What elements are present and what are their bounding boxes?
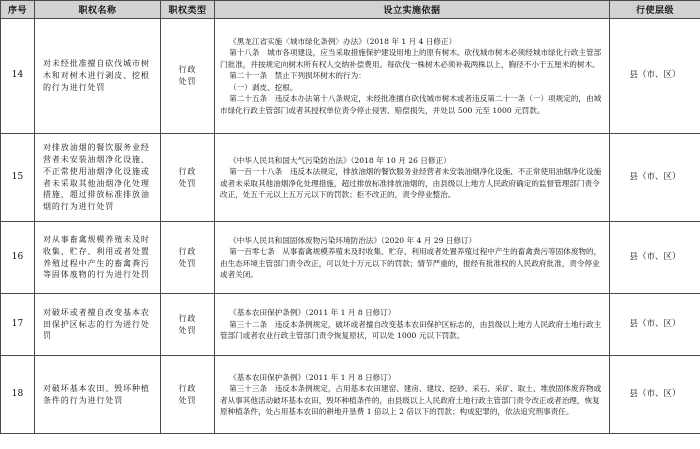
exercise-level: 县（市、区） bbox=[610, 222, 700, 294]
power-type bbox=[161, 294, 215, 356]
basis-law-title: 《黑龙江省实施〈城市绿化条例〉办法》（2018 年 1 月 4 日修正） bbox=[229, 37, 457, 47]
power-type-line: 行政 bbox=[178, 313, 197, 323]
legal-basis bbox=[215, 134, 610, 222]
legal-basis bbox=[215, 222, 610, 294]
header-level: 行使层级 bbox=[610, 1, 700, 19]
basis-article: （一）剥皮、挖根。 bbox=[229, 82, 298, 92]
power-type bbox=[161, 222, 215, 294]
basis-law-title: 《中华人民共和国固体废物污染环境防治法》（2020 年 4 月 29 日修订） bbox=[229, 235, 477, 245]
power-name: 对从事畜禽规模养殖未及时收集、贮存、利用或者处置养殖过程中产生的畜禽粪污等固体废物的行为进行处罚 bbox=[35, 222, 161, 294]
power-name: 对破坏基本农田、毁坏种植条件的行为进行处罚 bbox=[35, 356, 161, 434]
power-name: 对排放油烟的餐饮服务业经营者未安装油烟净化设施、不正常使用油烟净化设施或者未采取其他油烟净化处理措施，超过排放标准排放油烟的行为进行处罚 bbox=[35, 134, 161, 222]
legal-basis bbox=[215, 294, 610, 356]
basis-law-title: 《基本农田保护条例》（2011 年 1 月 8 日修订） bbox=[229, 308, 396, 318]
exercise-level: 县（市、区） bbox=[610, 356, 700, 434]
exercise-level: 县（市、区） bbox=[610, 19, 700, 134]
exercise-level: 县（市、区） bbox=[610, 134, 700, 222]
power-type-line: 处罚 bbox=[178, 325, 197, 335]
basis-article: 第二十五条 违反本办法第十八条规定，未经批准擅自砍伐城市树木或者违反第二十一条（一）项规定的，由城市绿化行政主管部门或者其授权单位责令停止侵害、赔偿损失，并处以 500 元至 1000 元罚款。 bbox=[220, 94, 602, 115]
power-type-line: 处罚 bbox=[178, 178, 197, 188]
row-number: 17 bbox=[1, 294, 35, 356]
basis-article: 第十八条 城市各项建设，应当采取措施保护建设用地上的原有树木。砍伐城市树木必须经城市绿化行政主管部门批准，并按规定向树木所有权人交纳补偿费用。每砍伐一株树木必须补栽两株以上，胸径不小于五厘米的树木。 bbox=[220, 48, 602, 69]
header-num: 序号 bbox=[1, 1, 35, 19]
power-type bbox=[161, 19, 215, 134]
power-type-line: 处罚 bbox=[178, 258, 197, 268]
legal-basis bbox=[215, 356, 610, 434]
power-type-line: 行政 bbox=[178, 383, 197, 393]
power-type-line: 行政 bbox=[178, 65, 197, 75]
header-basis: 设立实施依据 bbox=[215, 1, 610, 19]
header-type: 职权类型 bbox=[161, 1, 215, 19]
power-type-line: 处罚 bbox=[178, 77, 197, 86]
row-number: 18 bbox=[1, 356, 35, 434]
row-number: 16 bbox=[1, 222, 35, 294]
table-row bbox=[1, 294, 700, 356]
basis-article: 第一百一十八条 违反本法规定，排放油烟的餐饮服务业经营者未安装油烟净化设施、不正常使用油烟净化设施或者未采取其他油烟净化处理措施，超过排放标准排放油烟的，由县级以上地方人民政府确定的监督管理部门责令改正，处五千元以上五万元以下的罚款；拒不改正的，责令停业整治。 bbox=[220, 167, 602, 199]
table-row bbox=[1, 19, 700, 134]
table-row bbox=[1, 356, 700, 434]
power-type-line: 行政 bbox=[178, 166, 197, 176]
power-name: 对未经批准擅自砍伐城市树木和对树木进行剥皮、挖根的行为进行处罚 bbox=[35, 19, 161, 134]
header-name: 职权名称 bbox=[35, 1, 161, 19]
power-type bbox=[161, 356, 215, 434]
basis-article: 第二十一条 禁止下列损坏树木的行为： bbox=[229, 71, 366, 81]
power-name: 对破坏或者擅自改变基本农田保护区标志的行为进行处罚 bbox=[35, 294, 161, 356]
row-number: 15 bbox=[1, 134, 35, 222]
header-row bbox=[1, 1, 700, 19]
legal-basis bbox=[215, 19, 610, 134]
basis-law-title: 《基本农田保护条例》（2011 年 1 月 8 日修订） bbox=[229, 372, 396, 382]
basis-article: 第三十二条 违反本条例规定，破坏或者擅自改变基本农田保护区标志的，由县级以上地方人民政府土地行政主管部门或者农业行政主管部门责令恢复原状，可以处 1000 元以下罚款。 bbox=[220, 319, 602, 341]
power-type-line: 处罚 bbox=[178, 395, 197, 405]
basis-article: 第三十三条 违反本条例规定，占用基本农田建窑、建房、建坟、挖砂、采石、采矿、取土、堆放固体废弃物或者从事其他活动破坏基本农田，毁坏种植条件的，由县级以上人民政府土地行政主管部门责令改正或者治理，恢复原种植条件，处占用基本农田的耕地开垦费 1 倍以上 2 倍以下的罚款；构成犯罪的，依法追究刑事责任。 bbox=[220, 384, 602, 416]
basis-article: 第一百零七条 从事畜禽规模养殖未及时收集、贮存、利用或者处置养殖过程中产生的畜禽粪污等固体废物的，由生态环境主管部门责令改正，可以处十万元以下的罚款；情节严重的，报经有批准权的人民政府批准，责令停业或者关闭。 bbox=[220, 247, 602, 279]
table-row bbox=[1, 134, 700, 222]
table-row bbox=[1, 222, 700, 294]
power-type bbox=[161, 134, 215, 222]
exercise-level: 县（市、区） bbox=[610, 294, 700, 356]
row-number: 14 bbox=[1, 19, 35, 134]
basis-law-title: 《中华人民共和国大气污染防治法》（2018 年 10 月 26 日修正） bbox=[229, 155, 451, 165]
power-type-line: 行政 bbox=[178, 246, 197, 256]
